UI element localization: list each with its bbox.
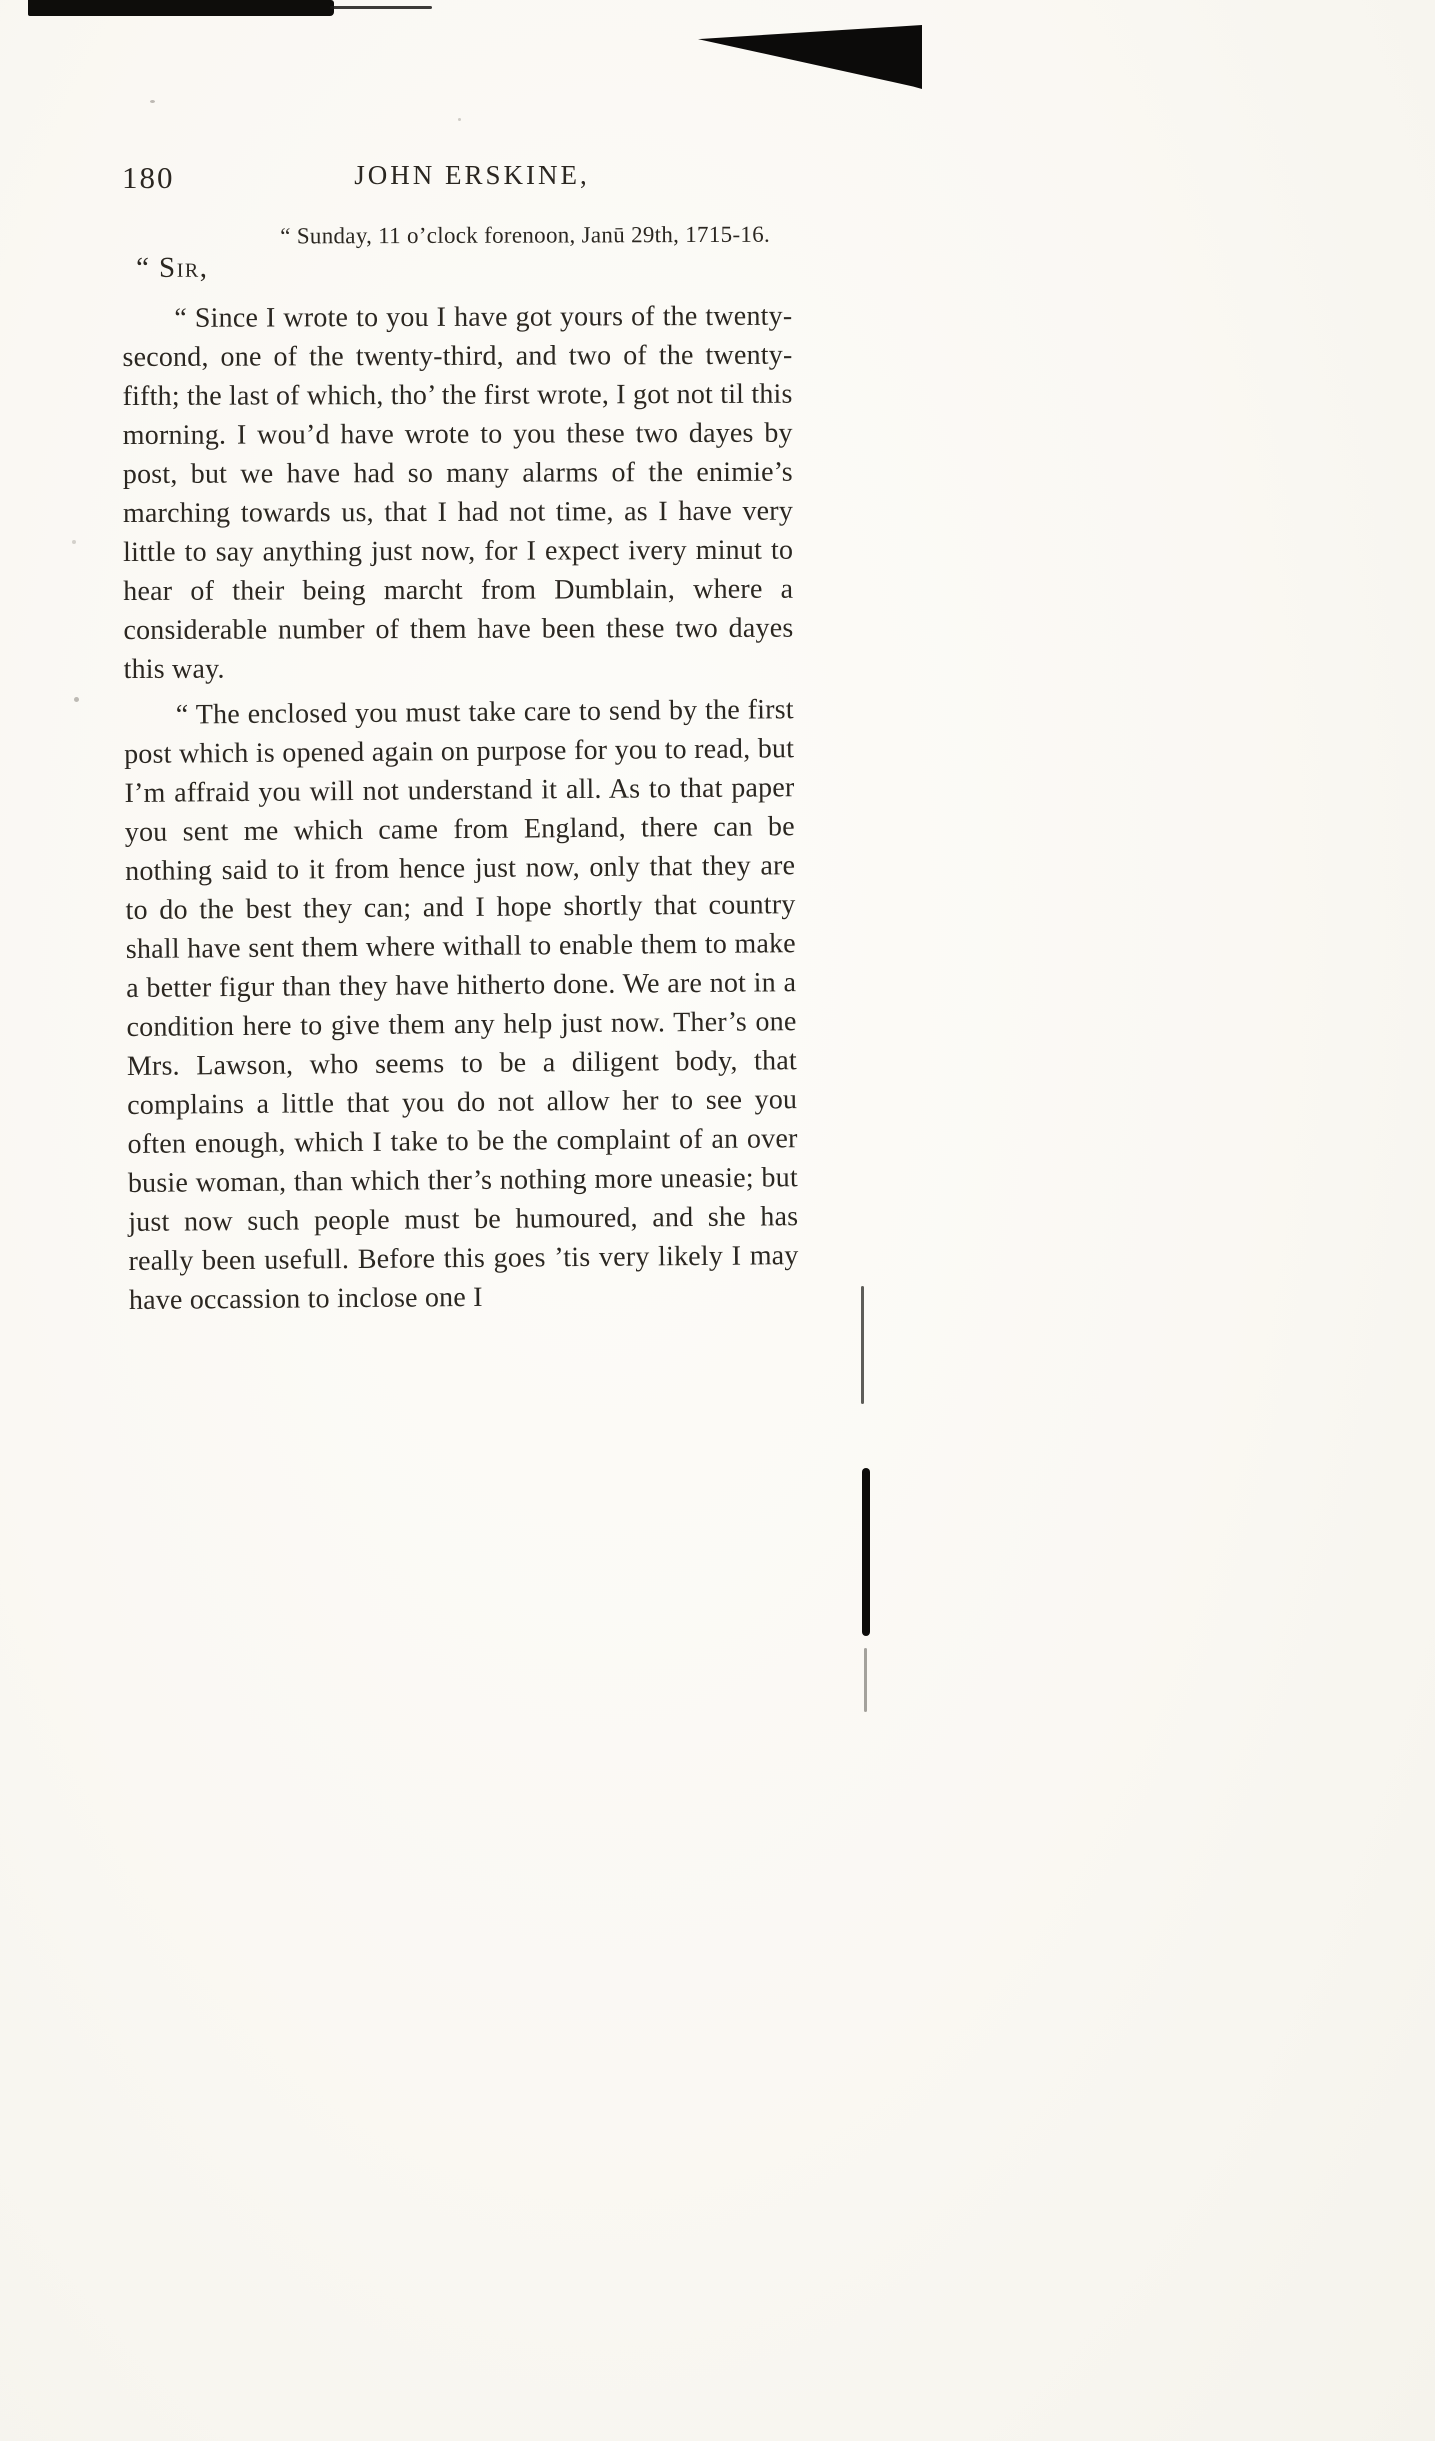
letter-paragraph: “ Since I wrote to you I have got yours of the twenty-second, one of the twenty-third, and two of the twenty-fifth; the last of which, tho’ the first wrote, I got not til this morning. I wou’d have wrote to you these two dayes by post, but we have had so many alarms of the enimie’s marching towards us, that I had not time, as I have very little to say anything just now, for I expect ivery minut to hear of their being marcht from Dumblain, where a considerable number of them have been these two dayes this way.: [122, 300, 794, 685]
scan-artifact-edge-mark: [864, 1648, 867, 1712]
scan-speck: [150, 100, 155, 103]
scan-artifact-edge-mark: [861, 1286, 864, 1404]
open-quote: “: [136, 251, 150, 284]
scan-artifact-edge-mark: [862, 1468, 870, 1636]
scan-artifact-corner-wedge: [698, 25, 922, 89]
letter-dateline: “ Sunday, 11 o’clock forenoon, Janū 29th, 1715-16.: [280, 221, 771, 249]
letter-salutation: [136, 250, 792, 285]
scan-speck: [72, 540, 76, 544]
page-content: [122, 160, 799, 1320]
page-number: 180: [122, 160, 175, 195]
scan-artifact-top-line: [330, 6, 432, 9]
scan-speck: [458, 118, 461, 121]
letter-body: [122, 297, 799, 1320]
scan-speck: [74, 697, 79, 702]
letter-paragraph: “ The enclosed you must take care to send by the first post which is opened again on purpose for you to read, but I’m affraid you will not understand it all. As to that paper you sent me which came from England, there can be nothing said to it from hence just now, only that they are to do the best they can; and I hope shortly that country shall have sent them where withall to enable them to make a better figur than they have hitherto done. We are not in a condition here to give them any help just now. Ther’s one Mrs. Lawson, who seems to be a diligent body, that complains a little that you do not allow her to see you often enough, which I take to be the complaint of an over busie woman, than which ther’s nothing more uneasie; but just now such people must be humoured, and she has really been usefull. Before this goes ’tis very likely I may have occassion to inclose one I: [124, 694, 799, 1316]
salutation-text: Sir,: [158, 251, 209, 284]
running-header: JOHN ERSKINE,: [354, 160, 590, 190]
letter: [122, 221, 799, 1320]
page-header: [122, 160, 792, 202]
scan-artifact-top-bar: [28, 0, 334, 16]
